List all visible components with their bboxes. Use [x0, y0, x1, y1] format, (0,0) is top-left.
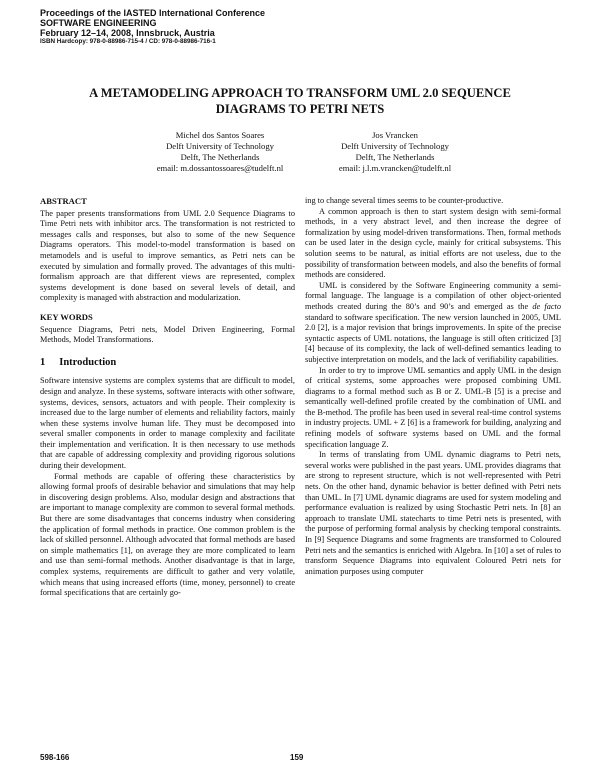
- right-paragraph-0: ing to change several times seems to be counter-productive.: [305, 196, 504, 205]
- de-facto-emphasis: de facto: [532, 301, 561, 311]
- right-column: [305, 196, 561, 577]
- right-paragraph-4: In terms of translating from UML dynamic diagrams to Petri nets, several works were published in the past years. UML provides diagrams that are strong to represent structure, which is not well-represented with Petri nets. On the other hand, dynamic behavior is better defined with Petri nets than UML. In [7] UML dynamic diagrams are used for system modeling and performance evaluation is realized by using Stochastic Petri nets. In [8] an approach to translate UML statecharts to time Petri nets is presented, with the purpose of performing formal analysis by checking temporal constraints. In [9] Sequence Diagrams and some fragments are transformed to Coloured Petri nets and the semantics is enriched with Algebra. In [10] a set of rules to transform Sequence Diagrams into equivalent Coloured Petri nets for animation purposes using computer: [305, 450, 561, 576]
- header-line-3: February 12–14, 2008, Innsbruck, Austria: [40, 28, 215, 38]
- intro-paragraph-2: Formal methods are capable of offering these characteristics by allowing formal proofs of desirable behavior and simulations that may help in discovering design problems. Also, modular design and abstractions that are important to manage complexity are common to several formal methods. But there are some disadvantages that concerns industry when considering the application of formal methods in practice. One common problem is the lack of skilled personnel. Although advocated that formal methods are based on simple mathematics [1], on average they are more complicated to learn and use than semi-formal methods. Another disadvantage is that in large, complex systems, requirements are difficult to gather and very volatile, which means that using increased efforts (time, money, personnel) to create formal specifications that are certainly go-: [40, 471, 295, 598]
- author-affiliation: Delft University of Technology: [166, 141, 274, 151]
- header-line-2: SOFTWARE ENGINEERING: [40, 18, 157, 28]
- right-paragraph-2a: UML is considered by the Software Engineering community a semi-formal language. The language is a compilation of other object-oriented methods created during the 80’s and 90’s and emerged as the: [305, 280, 561, 311]
- author-location: Delft, The Netherlands: [180, 152, 260, 162]
- section-number: 1: [40, 356, 46, 368]
- title-line-1: A METAMODELING APPROACH TO TRANSFORM UML 2.0 SEQUENCE: [89, 86, 511, 100]
- right-paragraph-1: A common approach is then to start system design with semi-formal methods, in a very abstract level, and then increase the degree of formalization by using model-driven transformations. Then, formal methods can be used later in the design cycle, mainly for critical subsystems. This solution seems to be natural, as initial efforts are not useless, due to the possibility of transformation between models, and also the benefits of formal methods are considered.: [305, 206, 561, 280]
- author-email: email: m.dossantossoares@tudelft.nl: [156, 163, 284, 173]
- footer-paper-id: 598-166: [40, 753, 70, 762]
- author-affiliation: Delft University of Technology: [341, 141, 449, 151]
- header-line-1: Proceedings of the IASTED International Conference: [40, 8, 266, 18]
- left-column: [40, 196, 295, 599]
- paper-title: [40, 85, 560, 117]
- keywords-text: Sequence Diagrams, Petri nets, Model Driven Engineering, Formal Methods, Model Transformations.: [40, 324, 295, 345]
- header-isbn: ISBN Hardcopy: 978-0-88986-715-4 / CD: 978-0-88986-716-1: [40, 38, 216, 45]
- abstract-heading: ABSTRACT: [40, 196, 87, 206]
- title-line-2: DIAGRAMS TO PETRI NETS: [215, 102, 385, 116]
- right-paragraph-3: In order to try to improve UML semantics and apply UML in the design of critical systems, some approaches were proposed combining UML diagrams to a formal method such as B or Z. UML-B [5] is a precise and semantically well-defined profile created by the combination of UML and the B-method. The profile has been used in several real-time control systems in industry projects. UML + Z [6] is a framework for building, analyzing and refining models of software systems based on UML and the formal specification language Z.: [305, 365, 561, 449]
- right-paragraph-2b: standard to software specification. The new version launched in 2005, UML 2.0 [2], is a major revision that brings improvements. In spite of the precise syntactic aspects of UML notations, the language is still often criticized [3] [4] because of its complexity, the lack of well-defined semantics leading to subjective interpretation on models, and the lack of verifiability capabilities.: [305, 312, 561, 364]
- author-2: [295, 130, 495, 174]
- section-heading: [40, 358, 295, 369]
- footer-page-number: 159: [290, 753, 304, 762]
- author-location: Delft, The Netherlands: [355, 152, 435, 162]
- intro-paragraph-1: Software intensive systems are complex systems that are difficult to model, design and analyze. In these systems, software interacts with other software, systems, devices, sensors, actuators and with people. Their complexity is increased due to the large number of elements and reliability factors, mainly when these systems involve human life. They must be decomposed into several smaller components in order to manage complexity and facilitate their implementation and verification. It is then necessary to use methods that are capable of addressing complexity and providing rigorous solutions during their development.: [40, 376, 295, 471]
- conference-header: [40, 8, 265, 46]
- author-email: email: j.l.m.vrancken@tudelft.nl: [338, 163, 452, 173]
- author-name: Jos Vrancken: [372, 130, 418, 140]
- keywords-heading: KEY WORDS: [40, 311, 93, 322]
- section-title: Introduction: [59, 356, 117, 368]
- abstract-text: The paper presents transformations from UML 2.0 Sequence Diagrams to Time Petri nets with inhibitor arcs. The transformation is not restricted to messages calls and responses, but also to some of the new Sequence Diagrams operators. This model-to-model transformation is based on metamodels and is useful to improve semantics, as Petri nets can be executed by simulation and formally proved. The advantages of this multi-formalism approach are that different views are represented, complex systems development is done based on several levels of detail, and complexity is managed with abstraction and modularization.: [40, 208, 295, 303]
- author-name: Michel dos Santos Soares: [175, 130, 265, 140]
- right-paragraph-2: [305, 281, 561, 366]
